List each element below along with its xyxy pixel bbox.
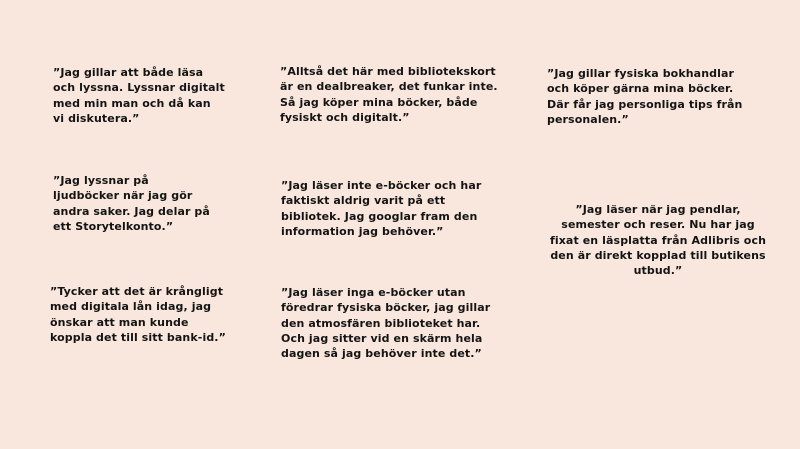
quote-no-ebooks-no-library: ”Jag läser inte e-böcker och har faktiskt aldrig varit på ett bibliotek. Jag googlar fram den information jag behöver.” (281, 179, 482, 238)
quote-library-card-dealbreaker: ”Alltså det här med bibliotekskort är en dealbreaker, det funkar inte. Så jag köper mina böcker, både fysiskt och digitalt.” (280, 65, 498, 124)
quote-commute-adlibris-reader: ”Jag läser när jag pendlar, semester och reser. Nu har jag fixat en läsplatta från Adlibris och den är direkt kopplad till butikens utbud.” (549, 203, 767, 278)
quote-physical-bookstores: ”Jag gillar fysiska bokhandlar och köper gärna mina böcker. Där får jag personliga tips från personalen.” (547, 67, 743, 126)
quote-audiobooks-storytel: ”Jag lyssnar på ljudböcker när jag gör andra saker. Jag delar på ett Storytelkonto.” (53, 174, 210, 233)
quote-library-atmosphere: ”Jag läser inga e-böcker utan föredrar fysiska böcker, jag gillar den atmosfären biblioteket har. Och jag sitter vid en skärm hela dagen så jag behöver inte det.” (281, 286, 491, 361)
quote-digital-loans-bankid: ”Tycker att det är krångligt med digitala lån idag, jag önskar att man kunde koppla det till sitt bank-id.” (50, 285, 226, 344)
quote-read-and-listen: ”Jag gillar att både läsa och lyssna. Lyssnar digitalt med min man och då kan vi diskutera.” (53, 66, 225, 125)
